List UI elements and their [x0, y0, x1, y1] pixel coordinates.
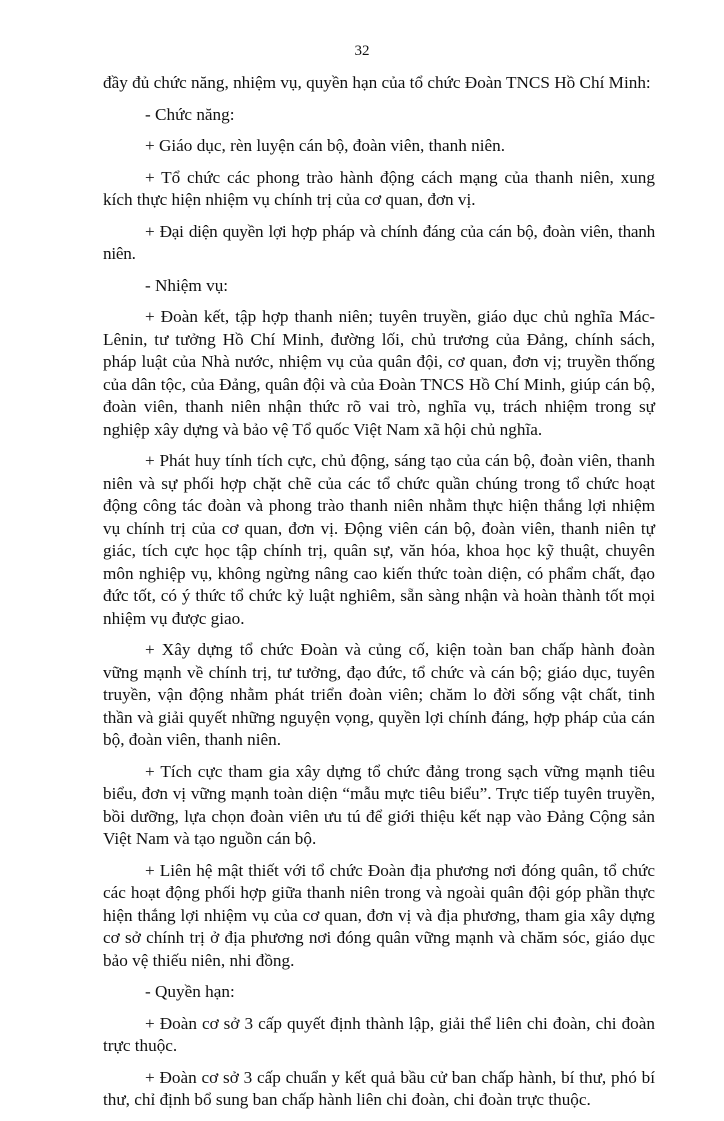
- paragraph: + Xây dựng tổ chức Đoàn và củng cố, kiện toàn ban chấp hành đoàn vững mạnh về chính trị, tư tưởng, đạo đức, tổ chức và cán bộ; giáo dục, tuyên truyền, vận động nhằm phát triển đoàn viên; chăm lo đời sống vật chất, tinh thần và giải quyết những nguyện vọng, quyền lợi chính đáng, hợp pháp của cán bộ, đoàn viên, thanh niên.: [103, 640, 655, 749]
- page-number: 32: [354, 43, 370, 59]
- heading-chuc-nang: - Chức năng:: [145, 104, 235, 124]
- paragraph: + Tích cực tham gia xây dựng tổ chức đảng trong sạch vững mạnh tiêu biểu, đơn vị vững mạnh toàn diện “mẫu mực tiêu biểu”. Trực tiếp tuyên truyền, bồi dưỡng, lựa chọn đoàn viên ưu tú để giới thiệu kết nạp vào Đảng Cộng sản Việt Nam và tạo nguồn cán bộ.: [103, 761, 655, 848]
- paragraph-continuation: đầy đủ chức năng, nhiệm vụ, quyền hạn của tổ chức Đoàn TNCS Hồ Chí Minh:: [103, 73, 651, 92]
- paragraph: + Đại diện quyền lợi hợp pháp và chính đáng của cán bộ, đoàn viên, thanh niên.: [103, 221, 655, 263]
- paragraph: + Giáo dục, rèn luyện cán bộ, đoàn viên, thanh niên.: [145, 136, 506, 155]
- paragraph: + Đoàn cơ sở 3 cấp chuẩn y kết quả bầu cử ban chấp hành, bí thư, phó bí thư, chỉ định bổ sung ban chấp hành liên chi đoàn, chi đoàn trực thuộc.: [103, 1067, 655, 1109]
- heading-nhiem-vu: - Nhiệm vụ:: [145, 275, 229, 295]
- paragraph: + Liên hệ mật thiết với tổ chức Đoàn địa phương nơi đóng quân, tổ chức các hoạt động phối hợp giữa thanh niên trong và ngoài quân đội góp phần thực hiện thắng lợi nhiệm vụ của cơ quan, đơn vị và địa phương, tham gia xây dựng cơ sở chính trị ở địa phương nơi đóng quân vững mạnh và chăm sóc, giáo dục bảo vệ thiếu niên, nhi đồng.: [103, 860, 655, 970]
- paragraph: + Phát huy tính tích cực, chủ động, sáng tạo của cán bộ, đoàn viên, thanh niên và sự phối hợp chặt chẽ của các tổ chức quần chúng trong tổ chức hoạt động công tác đoàn và phong trào thanh niên nhằm thực hiện thắng lợi nhiệm vụ chính trị của cơ quan, đơn vị. Động viên cán bộ, đoàn viên, thanh niên tự giác, tích cực học tập chính trị, quân sự, văn hóa, khoa học kỹ thuật, chuyên môn nghiệp vụ, không ngừng nâng cao kiến thức toàn diện, có phẩm chất, đạo đức tốt, có ý thức tổ chức kỷ luật nghiêm, sẵn sàng nhận và hoàn thành tốt mọi nhiệm vụ được giao.: [103, 451, 655, 628]
- paragraph: + Tổ chức các phong trào hành động cách mạng của thanh niên, xung kích thực hiện nhiệm vụ chính trị của cơ quan, đơn vị.: [103, 167, 655, 209]
- paragraph: + Đoàn cơ sở 3 cấp quyết định thành lập, giải thể liên chi đoàn, chi đoàn trực thuộc.: [103, 1013, 655, 1055]
- page-body: [103, 72, 655, 1121]
- paragraph: + Đoàn kết, tập hợp thanh niên; tuyên truyền, giáo dục chủ nghĩa Mác-Lênin, tư tưởng Hồ Chí Minh, đường lối, chủ trương của Đảng, chính sách, pháp luật của Nhà nước, nhiệm vụ của quân đội, cơ quan, đơn vị; truyền thống của dân tộc, của Đảng, quân đội và của Đoàn TNCS Hồ Chí Minh, giúp cán bộ, đoàn viên, thanh niên nhận thức rõ vai trò, nghĩa vụ, trách nhiệm trong sự nghiệp xây dựng và bảo vệ Tổ quốc Việt Nam xã hội chủ nghĩa.: [103, 307, 655, 439]
- heading-quyen-han: - Quyền hạn:: [145, 982, 235, 1001]
